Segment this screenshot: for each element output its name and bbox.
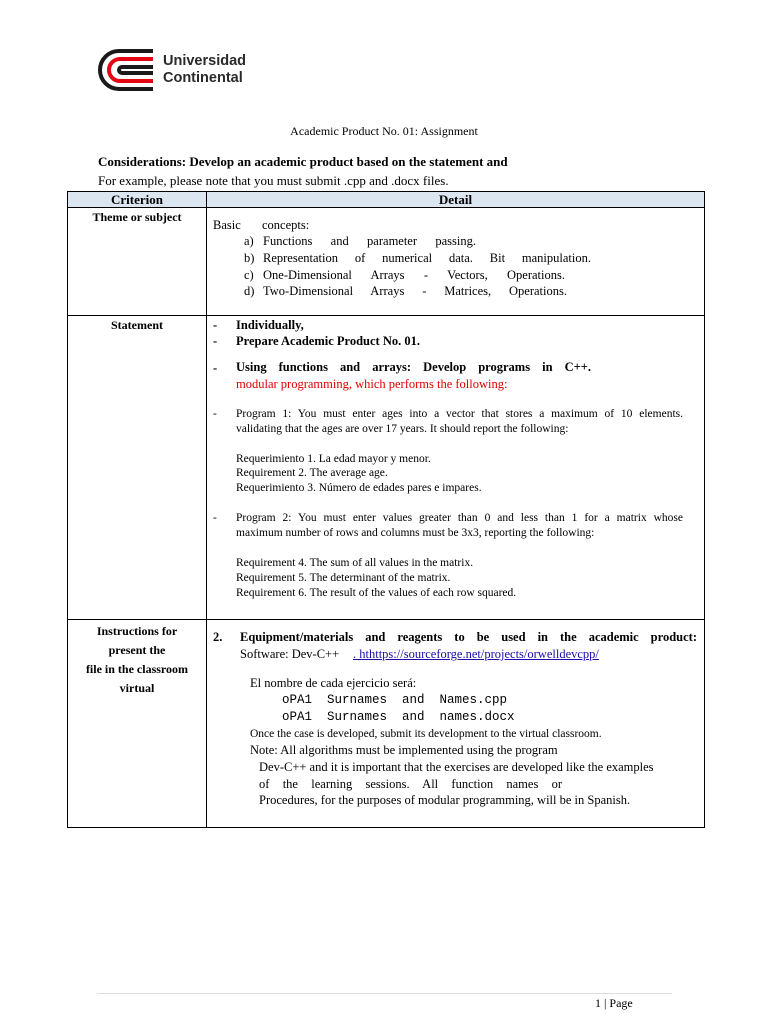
instructions-criterion-line: virtual <box>119 681 155 695</box>
instructions-criterion <box>68 620 207 828</box>
statement-row <box>68 316 705 620</box>
theme-item: Representation of numerical data. Bit manipulation. <box>263 251 591 265</box>
sourceforge-link[interactable]: . hthttps://sourceforge.net/projects/orwelldevcpp/ <box>353 647 599 661</box>
theme-item-mark: a) <box>244 234 254 248</box>
theme-criterion <box>68 208 207 316</box>
filename-docx: oPA1 Surnames and names.docx <box>282 710 515 724</box>
theme-row <box>68 208 705 316</box>
assignment-table <box>67 191 705 828</box>
using-functions-text: Using functions and arrays: Develop programs in C++. <box>236 360 591 374</box>
bullet-dash: - <box>213 512 217 524</box>
instructions-criterion-line: present the <box>108 643 166 657</box>
bullet-dash: - <box>213 361 218 375</box>
theme-item: Two-Dimensional Arrays - Matrices, Operations. <box>263 284 567 298</box>
submit-instruction: Once the case is developed, submit its development to the virtual classroom. <box>250 728 602 740</box>
requirement-2: Requirement 2. The average age. <box>236 467 388 479</box>
note-line-3: of the learning sessions. All function names or <box>259 777 562 791</box>
document-title: Academic Product No. 01: Assignment <box>290 124 478 138</box>
instructions-row <box>68 620 705 828</box>
page-number: 1 | Page <box>595 996 633 1010</box>
statement-criterion <box>68 316 207 620</box>
logo-line-2: Continental <box>163 70 243 86</box>
basic-label: Basic <box>213 218 241 232</box>
requirement-6: Requirement 6. The result of the values of each row squared. <box>236 587 517 599</box>
requirement-4: Requirement 4. The sum of all values in the matrix. <box>236 557 474 569</box>
program1-line1: Program 1: You must enter ages into a vector that stores a maximum of 10 elements. <box>236 408 683 420</box>
requirement-1: Requerimiento 1. La edad mayor y menor. <box>236 453 431 465</box>
exercise-name-label: El nombre de cada ejercicio será: <box>250 676 417 690</box>
instructions-detail <box>207 620 705 828</box>
theme-criterion-label: Theme or subject <box>92 210 182 224</box>
theme-detail <box>207 208 705 316</box>
note-line-2: Dev-C++ and it is important that the exercises are developed like the examples <box>259 760 654 774</box>
individually-text: Individually, <box>236 318 304 332</box>
program1-line2: validating that the ages are over 17 years. It should report the following: <box>236 423 569 435</box>
filename-cpp: oPA1 Surnames and Names.cpp <box>282 693 508 707</box>
statement-criterion-label: Statement <box>111 318 163 332</box>
modular-programming-text: modular programming, which performs the following: <box>236 377 508 391</box>
theme-item: Functions and parameter passing. <box>263 234 476 248</box>
item-number: 2. <box>213 630 223 644</box>
example-note: For example, please note that you must submit .cpp and .docx files. <box>98 173 449 188</box>
bullet-dash: - <box>213 318 218 332</box>
note-line-4: Procedures, for the purposes of modular programming, will be in Spanish. <box>259 793 631 807</box>
bullet-dash: - <box>213 334 218 348</box>
theme-item-mark: c) <box>244 268 254 282</box>
requirement-5: Requirement 5. The determinant of the matrix. <box>236 572 451 584</box>
program2-line2: maximum number of rows and columns must be 3x3, reporting the following: <box>236 527 595 539</box>
table-header-row <box>68 192 705 208</box>
logo-line-1: Universidad <box>163 53 246 69</box>
instructions-criterion-line: file in the classroom <box>85 662 189 676</box>
footer-divider <box>97 993 672 994</box>
logo-wordmark <box>163 53 246 87</box>
bullet-dash: - <box>213 408 217 420</box>
detail-header: Detail <box>207 192 705 208</box>
instructions-criterion-line: Instructions for <box>96 624 178 638</box>
equipment-heading: Equipment/materials and reagents to be used in the academic product: <box>240 630 697 644</box>
continental-emblem-icon <box>97 48 157 92</box>
university-logo <box>97 48 257 92</box>
theme-item: One-Dimensional Arrays - Vectors, Operations. <box>263 268 565 282</box>
criterion-header: Criterion <box>68 192 207 208</box>
statement-detail <box>207 316 705 620</box>
theme-item-mark: b) <box>244 251 255 265</box>
note-line-1: Note: All algorithms must be implemented using the program <box>250 743 558 757</box>
prepare-text: Prepare Academic Product No. 01. <box>236 334 420 348</box>
requirement-3: Requerimiento 3. Número de edades pares e impares. <box>236 482 482 494</box>
software-label: Software: Dev-C++ <box>240 647 340 661</box>
concepts-label: concepts: <box>262 218 310 232</box>
considerations-text: Considerations: Develop an academic product based on the statement and <box>98 154 508 169</box>
theme-item-mark: d) <box>244 284 255 298</box>
program2-line1: Program 2: You must enter values greater than 0 and less than 1 for a matrix whose <box>236 512 683 524</box>
